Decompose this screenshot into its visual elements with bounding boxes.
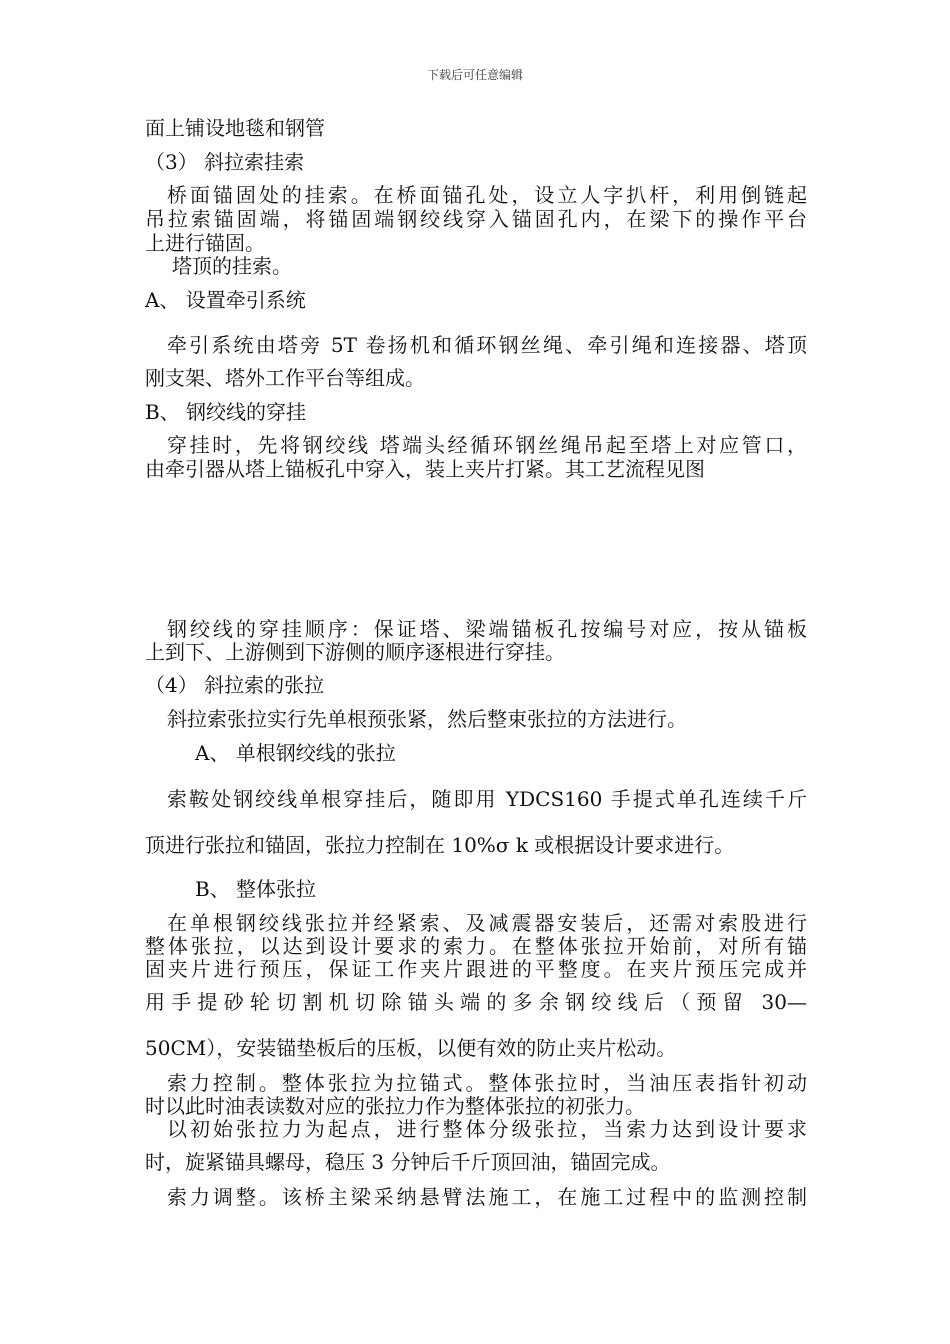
subsection-heading: B、 整体张拉: [195, 877, 317, 901]
text-line: 塔顶的挂索。: [172, 254, 292, 278]
section-heading: （4） 斜拉索的张拉: [145, 673, 325, 697]
text-line: 上进行锚固。: [145, 231, 265, 255]
text-line: 时，旋紧锚具螺母，稳压 3 分钟后千斤顶回油，锚固完成。: [145, 1150, 671, 1174]
text-line: 索鞍处钢绞线单根穿挂后，随即用 YDCS160 手提式单孔连续千斤: [167, 787, 807, 811]
text-line: 用手提砂轮切割机切除锚头端的多余钢绞线后（预留 30—: [145, 990, 807, 1014]
subsection-heading: A、 单根钢绞线的张拉: [195, 741, 396, 765]
text-line: 顶进行张拉和锚固，张拉力控制在 10%σ k 或根据设计要求进行。: [145, 833, 735, 857]
text-line: 索力控制。整体张拉为拉锚式。整体张拉时，当油压表指针初动: [167, 1071, 807, 1095]
text-line: 刚支架、塔外工作平台等组成。: [145, 366, 425, 390]
text-line: 50CM），安装锚垫板后的压板，以便有效的防止夹片松动。: [145, 1036, 677, 1060]
text-line: 穿挂时，先将钢绞线 塔端头经循环钢丝绳吊起至塔上对应管口，: [167, 433, 807, 457]
text-line: 整体张拉，以达到设计要求的索力。在整体张拉开始前，对所有锚: [145, 934, 807, 958]
text-line: 时以此时油表读数对应的张拉力作为整体张拉的初张力。: [145, 1094, 645, 1118]
text-line: 由牵引器从塔上锚板孔中穿入，装上夹片打紧。其工艺流程见图: [145, 457, 705, 481]
text-line: 以初始张拉力为起点，进行整体分级张拉，当索力达到设计要求: [167, 1117, 807, 1141]
text-line: 牵引系统由塔旁 5T 卷扬机和循环钢丝绳、牵引绳和连接器、塔顶: [167, 333, 807, 357]
text-line: 索力调整。该桥主梁采纳悬臂法施工，在施工过程中的监测控制: [167, 1185, 807, 1209]
text-line: 在单根钢绞线张拉并经紧索、及减震器安装后，还需对索股进行: [167, 911, 807, 935]
section-heading: （3） 斜拉索挂索: [145, 150, 305, 174]
subsection-heading: A、 设置牵引系统: [145, 288, 306, 312]
text-line: 上到下、上游侧到下游侧的顺序逐根进行穿挂。: [145, 640, 565, 664]
text-line: 斜拉索张拉实行先单根预张紧，然后整束张拉的方法进行。: [167, 707, 687, 731]
text-line: 桥面锚固处的挂索。在桥面锚孔处，设立人字扒杆，利用倒链起: [167, 183, 807, 207]
text-line: 钢绞线的穿挂顺序：保证塔、梁端锚板孔按编号对应，按从锚板: [167, 617, 807, 641]
text-line: 固夹片进行预压，保证工作夹片跟进的平整度。在夹片预压完成并: [145, 957, 807, 981]
subsection-heading: B、 钢绞线的穿挂: [145, 400, 307, 424]
text-line: 吊拉索锚固端，将锚固端钢绞线穿入锚固孔内，在梁下的操作平台: [145, 207, 807, 231]
text-line: 面上铺设地毯和钢管: [145, 116, 325, 140]
page-header: 下载后可任意编辑: [426, 68, 523, 82]
